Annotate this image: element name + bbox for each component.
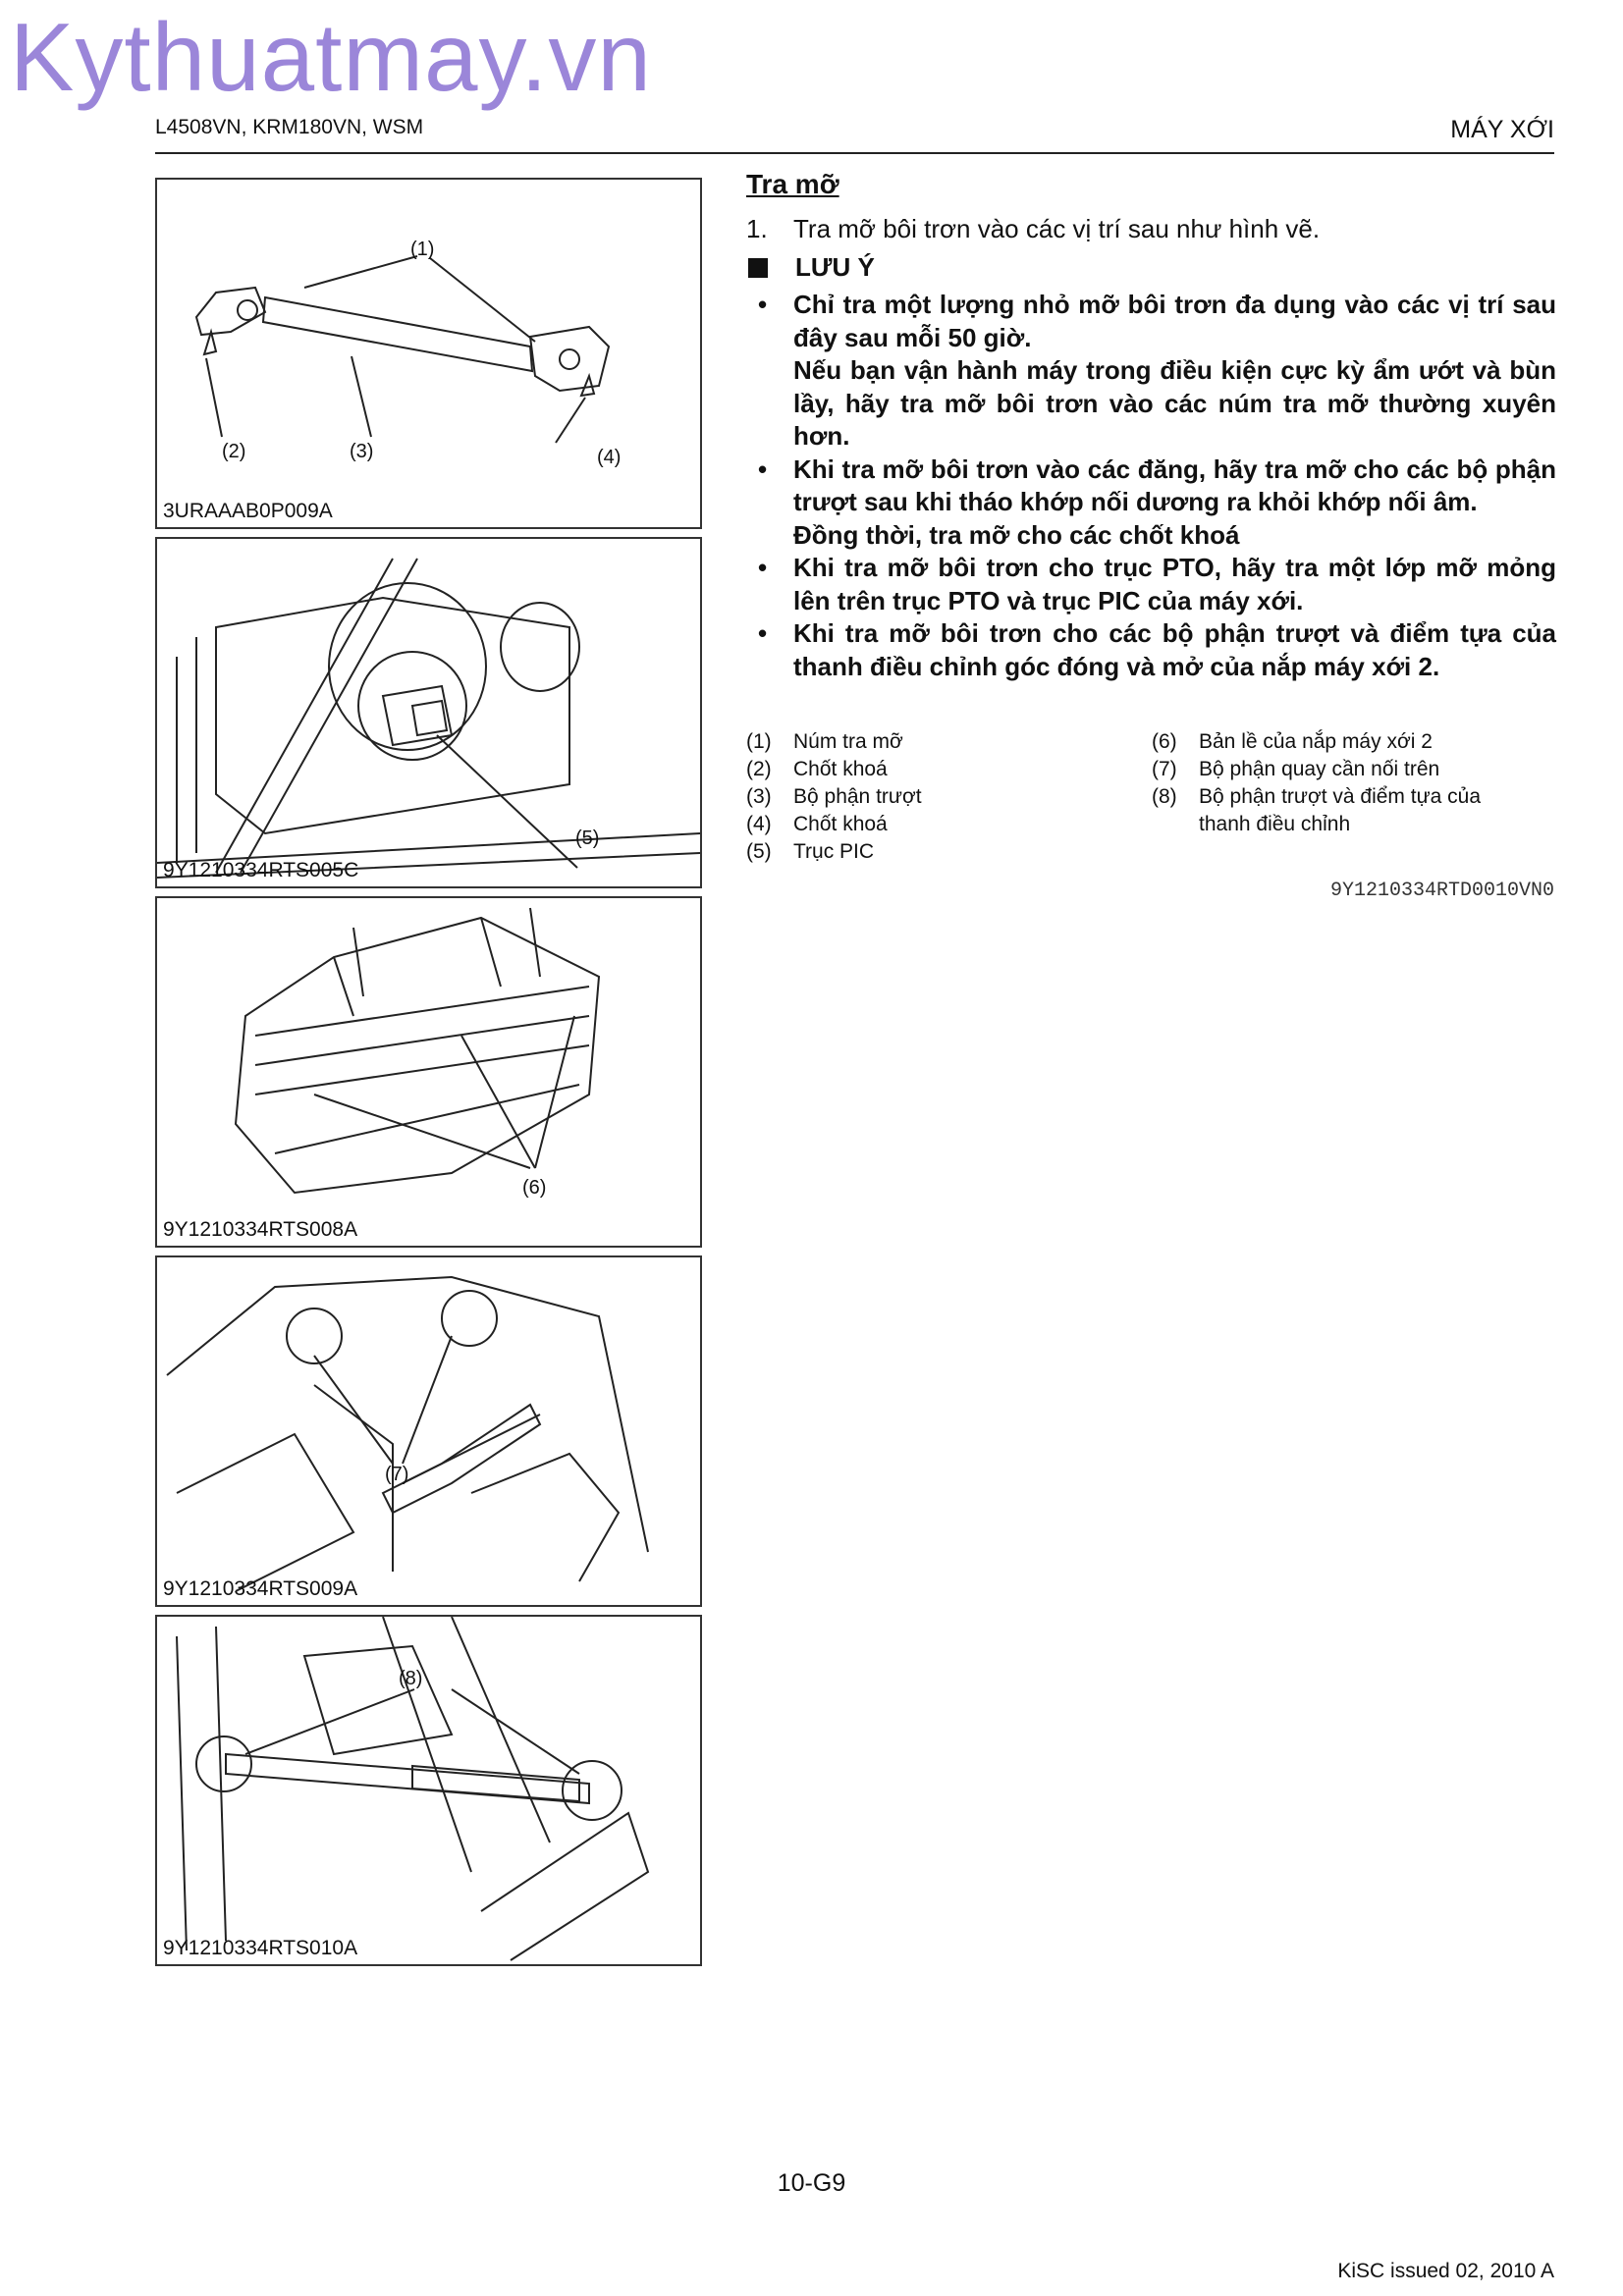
bullet-line: Đồng thời, tra mỡ cho các chốt khoá <box>793 519 1240 550</box>
square-bullet-icon <box>748 258 768 278</box>
legend-column-left <box>746 728 1139 866</box>
legend-key: (8) <box>1152 785 1177 808</box>
legend-row <box>746 838 1139 866</box>
legend-key: (6) <box>1152 730 1177 753</box>
header-section: MÁY XỚI <box>1450 116 1554 143</box>
top-link-drawing <box>157 1257 700 1605</box>
gearbox-drawing <box>157 539 700 886</box>
step-number: 1. <box>746 214 768 243</box>
callout-8: (8) <box>399 1668 423 1689</box>
note-bullet <box>746 454 1556 553</box>
propeller-shaft-drawing <box>157 180 700 527</box>
tiller-cover-drawing <box>157 898 700 1246</box>
legend-row <box>1152 728 1535 756</box>
legend-row <box>746 756 1139 783</box>
figure-code: 3URAAAB0P009A <box>163 500 333 522</box>
legend-key: (7) <box>1152 758 1177 780</box>
figure-adjusting-rod <box>155 1615 702 1966</box>
figure-cover-hinges <box>155 896 702 1248</box>
note-bullet-list <box>746 289 1556 683</box>
header-rule <box>155 152 1554 154</box>
adjusting-rod-drawing <box>157 1617 700 1964</box>
figure-code: 9Y1210334RTS005C <box>163 859 359 881</box>
bullet-line: Chỉ tra một lượng nhỏ mỡ bôi trơn đa dụng vào các vị trí sau đây sau mỗi 50 giờ. <box>793 290 1556 352</box>
legend-column-right <box>1152 728 1535 838</box>
legend-value: Chốt khoá <box>793 758 888 780</box>
legend-value: Bộ phận trượt và điểm tựa của thanh điều chỉnh <box>1199 785 1482 835</box>
callout-3: (3) <box>350 441 374 462</box>
figure-top-link <box>155 1255 702 1607</box>
legend-row <box>746 811 1139 838</box>
callout-4: (4) <box>597 447 622 468</box>
header-models: L4508VN, KRM180VN, WSM <box>155 116 424 138</box>
figure-code: 9Y1210334RTS009A <box>163 1577 358 1600</box>
callout-6: (6) <box>522 1177 547 1199</box>
bullet-dot-icon: • <box>758 553 768 582</box>
note-bullet <box>746 617 1556 683</box>
legend-row <box>1152 756 1535 783</box>
callout-5: (5) <box>575 828 600 849</box>
note-title: LƯU Ý <box>795 252 875 282</box>
note-heading <box>746 252 1556 283</box>
bullet-dot-icon: • <box>758 290 768 319</box>
legend-value: Bộ phận quay cần nối trên <box>1199 758 1440 780</box>
legend-key: (5) <box>746 840 772 863</box>
callout-7: (7) <box>385 1464 409 1485</box>
instruction-column <box>746 169 1556 683</box>
step-1 <box>746 214 1556 244</box>
legend-key: (3) <box>746 785 772 808</box>
legend-key: (1) <box>746 730 772 753</box>
legend-row <box>746 728 1139 756</box>
legend-key: (4) <box>746 813 772 835</box>
section-title: Tra mỡ <box>746 169 839 199</box>
legend-value: Bản lề của nắp máy xới 2 <box>1199 730 1433 753</box>
bullet-line: Khi tra mỡ bôi trơn vào các đăng, hãy tra mỡ cho các bộ phận trượt sau khi tháo khớp nối dương ra khỏi khớp nối âm. <box>793 454 1556 516</box>
figure-code: 9Y1210334RTS010A <box>163 1937 358 1959</box>
bullet-line: Nếu bạn vận hành máy trong điều kiện cực kỳ ẩm ướt và bùn lầy, hãy tra mỡ bôi trơn vào các núm tra mỡ thường xuyên hơn. <box>793 355 1556 451</box>
figure-pic-shaft <box>155 537 702 888</box>
watermark-logo: Kythuatmay.vn <box>10 3 652 111</box>
reference-code: 9Y1210334RTD0010VN0 <box>1329 880 1554 902</box>
issued-note: KiSC issued 02, 2010 A <box>1337 2260 1554 2282</box>
legend-row <box>1152 783 1535 838</box>
bullet-line: Khi tra mỡ bôi trơn cho các bộ phận trượt và điểm tựa của thanh điều chỉnh góc đóng và mở của nắp máy xới 2. <box>793 618 1556 681</box>
callout-1: (1) <box>410 239 435 260</box>
legend-value: Trục PIC <box>793 840 875 863</box>
bullet-line: Khi tra mỡ bôi trơn cho trục PTO, hãy tra một lớp mỡ mỏng lên trên trục PTO và trục PIC của máy xới. <box>793 553 1556 615</box>
bullet-dot-icon: • <box>758 454 768 484</box>
legend-value: Bộ phận trượt <box>793 785 922 808</box>
legend-value: Núm tra mỡ <box>793 730 903 753</box>
legend-value: Chốt khoá <box>793 813 888 835</box>
page-number: 10-G9 <box>777 2169 846 2197</box>
figure-propeller-shaft <box>155 178 702 529</box>
note-bullet <box>746 289 1556 454</box>
step-text: Tra mỡ bôi trơn vào các vị trí sau như hình vẽ. <box>793 214 1321 243</box>
legend-key: (2) <box>746 758 772 780</box>
figure-code: 9Y1210334RTS008A <box>163 1218 358 1241</box>
note-bullet <box>746 552 1556 617</box>
callout-2: (2) <box>222 441 246 462</box>
legend-row <box>746 783 1139 811</box>
bullet-dot-icon: • <box>758 618 768 648</box>
